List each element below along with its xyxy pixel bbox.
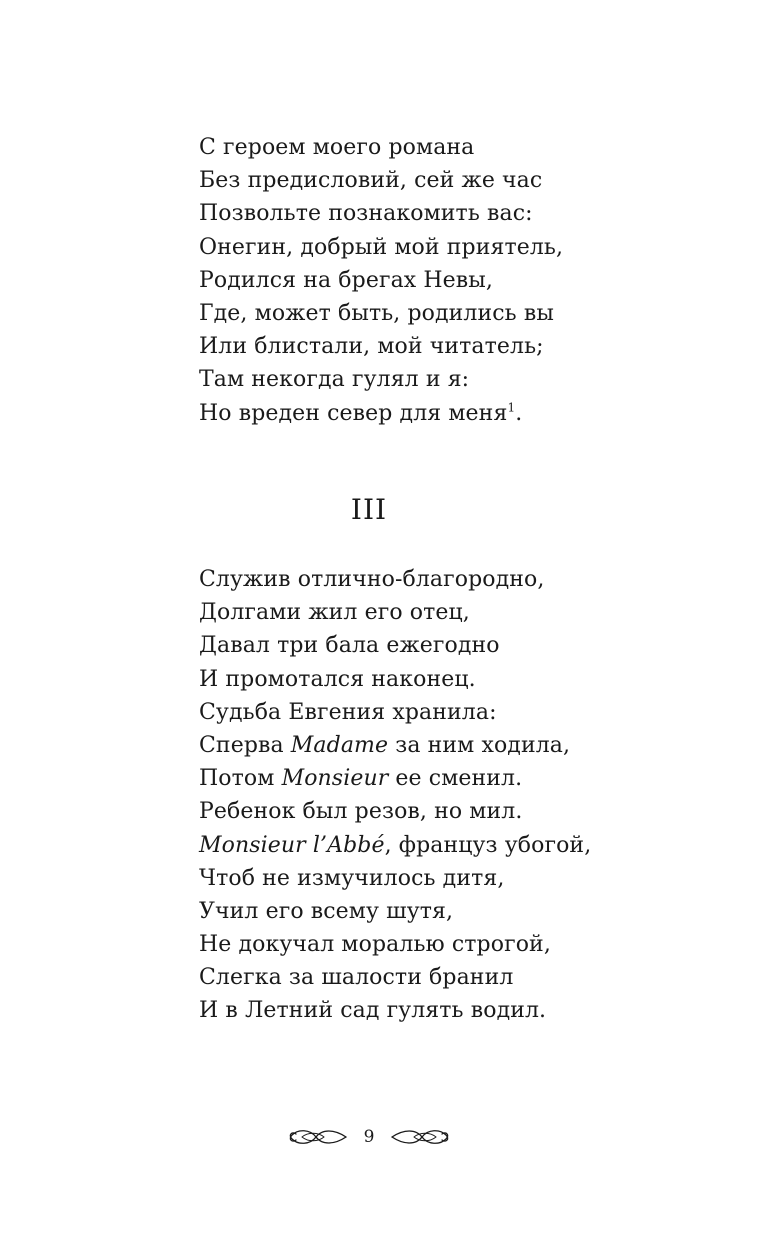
stanza-3 [199, 563, 591, 1028]
flourish-right-icon [390, 1127, 454, 1147]
verse-line: Без предисловий, сей же час [199, 168, 543, 194]
verse-punctuation: . [515, 400, 523, 426]
verse-line: Родился на брегах Невы, [199, 267, 493, 293]
footnote-reference[interactable]: 1 [507, 400, 516, 415]
verse-line: Не докучал моралью строгой, [199, 932, 551, 958]
verse-text: Сперва [199, 732, 291, 758]
verse-line [199, 729, 591, 762]
verse-line: Долгами жил его отец, [199, 600, 470, 626]
verse-line: Где, может быть, родились вы [199, 300, 554, 326]
verse-line: С героем моего романа [199, 135, 475, 160]
verse-text: , француз убогой, [384, 832, 592, 858]
verse-line: Слегка за шалости бранил [199, 965, 514, 991]
verse-text: за ним ходила, [388, 732, 571, 758]
italic-foreign-word: Monsieur l’Abbé [199, 832, 385, 858]
verse-line [199, 397, 563, 430]
verse-line: Онегин, добрый мой приятель, [199, 234, 564, 260]
verse-line: Там некогда гулял и я: [199, 367, 470, 393]
verse-text: Но вреден север для меня [199, 400, 508, 426]
page-footer [0, 1122, 738, 1152]
verse-line: И в Летний сад гулять водил. [199, 998, 547, 1024]
verse-line: Или блистали, мой читатель; [199, 334, 544, 360]
flourish-left-icon [284, 1127, 348, 1147]
verse-line: Чтоб не измучилось дитя, [199, 865, 505, 891]
verse-line: Ребенок был резов, но мил. [199, 799, 523, 825]
verse-line: Учил его всему шутя, [199, 898, 454, 924]
stanza-2 [199, 131, 563, 430]
verse-line: Судьба Евгения хранила: [199, 699, 497, 725]
verse-line [199, 762, 591, 795]
stanza-number: III [350, 493, 388, 526]
verse-line [199, 829, 591, 862]
verse-text: ее сменил. [388, 766, 523, 792]
verse-line: Давал три бала ежегодно [199, 633, 500, 659]
verse-line: Позвольте познакомить вас: [199, 201, 533, 227]
verse-text: Потом [199, 766, 282, 792]
verse-line: И промотался наконец. [199, 666, 476, 692]
verse-line: Служив отлично-благородно, [199, 567, 545, 592]
italic-foreign-word: Madame [290, 732, 389, 758]
italic-foreign-word: Monsieur [281, 766, 389, 792]
page-number: 9 [363, 1127, 375, 1147]
